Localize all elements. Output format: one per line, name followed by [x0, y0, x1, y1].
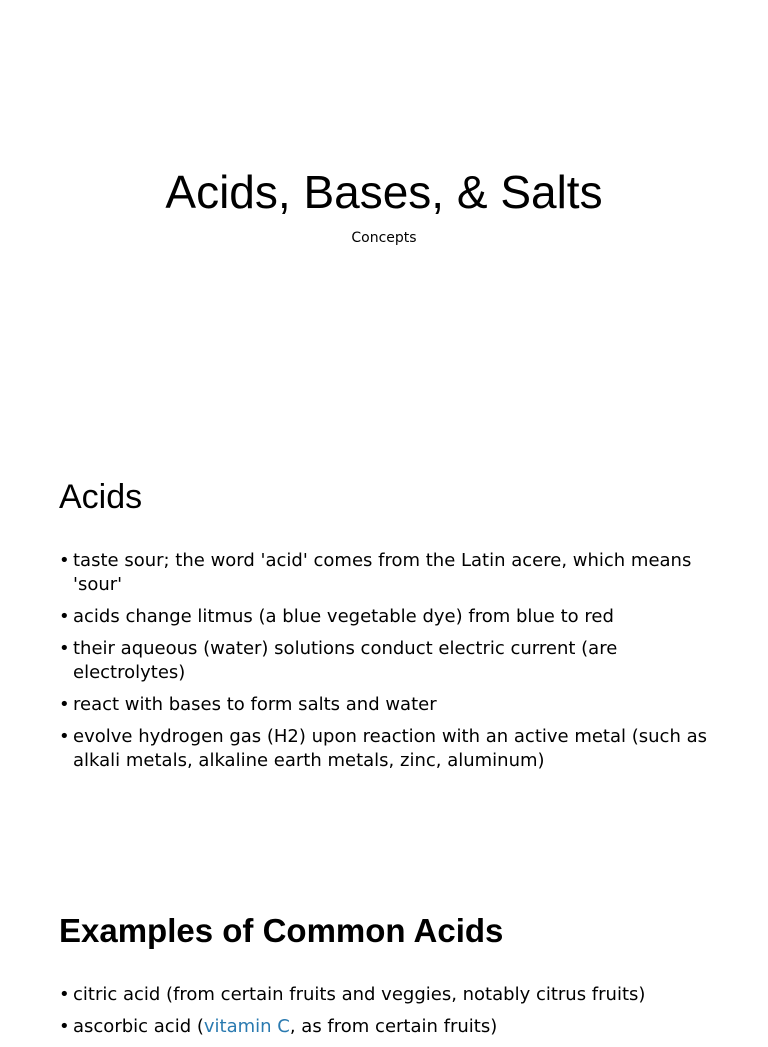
examples-bullet-list — [59, 983, 719, 1047]
bullet-text: evolve hydrogen gas (H2) upon reaction with an active metal (such as alkali metals, alkaline earth metals, zinc, aluminum) — [73, 726, 707, 771]
presentation-subtitle: Concepts — [351, 230, 417, 246]
bullet-icon: • — [59, 694, 70, 715]
bullet-icon: • — [59, 726, 70, 747]
list-item — [59, 983, 719, 1007]
examples-heading: Examples of Common Acids — [59, 912, 504, 949]
list-item — [59, 725, 719, 773]
list-item — [59, 549, 719, 597]
bullet-icon: • — [59, 984, 70, 1005]
list-item — [59, 637, 719, 685]
bullet-icon: • — [59, 606, 70, 627]
presentation-title: Acids, Bases, & Salts — [165, 166, 603, 218]
list-item — [59, 693, 719, 717]
bullet-text: their aqueous (water) solutions conduct electric current (are electrolytes) — [73, 638, 618, 683]
vitamin-c-link[interactable]: vitamin C — [203, 1016, 290, 1037]
acids-bullet-list — [59, 549, 719, 781]
acids-heading: Acids — [59, 478, 143, 516]
bullet-icon: • — [59, 550, 70, 571]
bullet-text: taste sour; the word 'acid' comes from the Latin acere, which means 'sour' — [73, 550, 692, 595]
list-item — [59, 1015, 719, 1039]
bullet-text: citric acid (from certain fruits and veggies, notably citrus fruits) — [73, 984, 646, 1005]
bullet-text: react with bases to form salts and water — [73, 694, 437, 715]
bullet-icon: • — [59, 1016, 70, 1037]
bullet-text: acids change litmus (a blue vegetable dye) from blue to red — [73, 606, 614, 627]
list-item — [59, 605, 719, 629]
bullet-icon: • — [59, 638, 70, 659]
bullet-text-before: ascorbic acid ( — [73, 1016, 204, 1037]
bullet-text-after: , as from certain fruits) — [289, 1016, 498, 1037]
